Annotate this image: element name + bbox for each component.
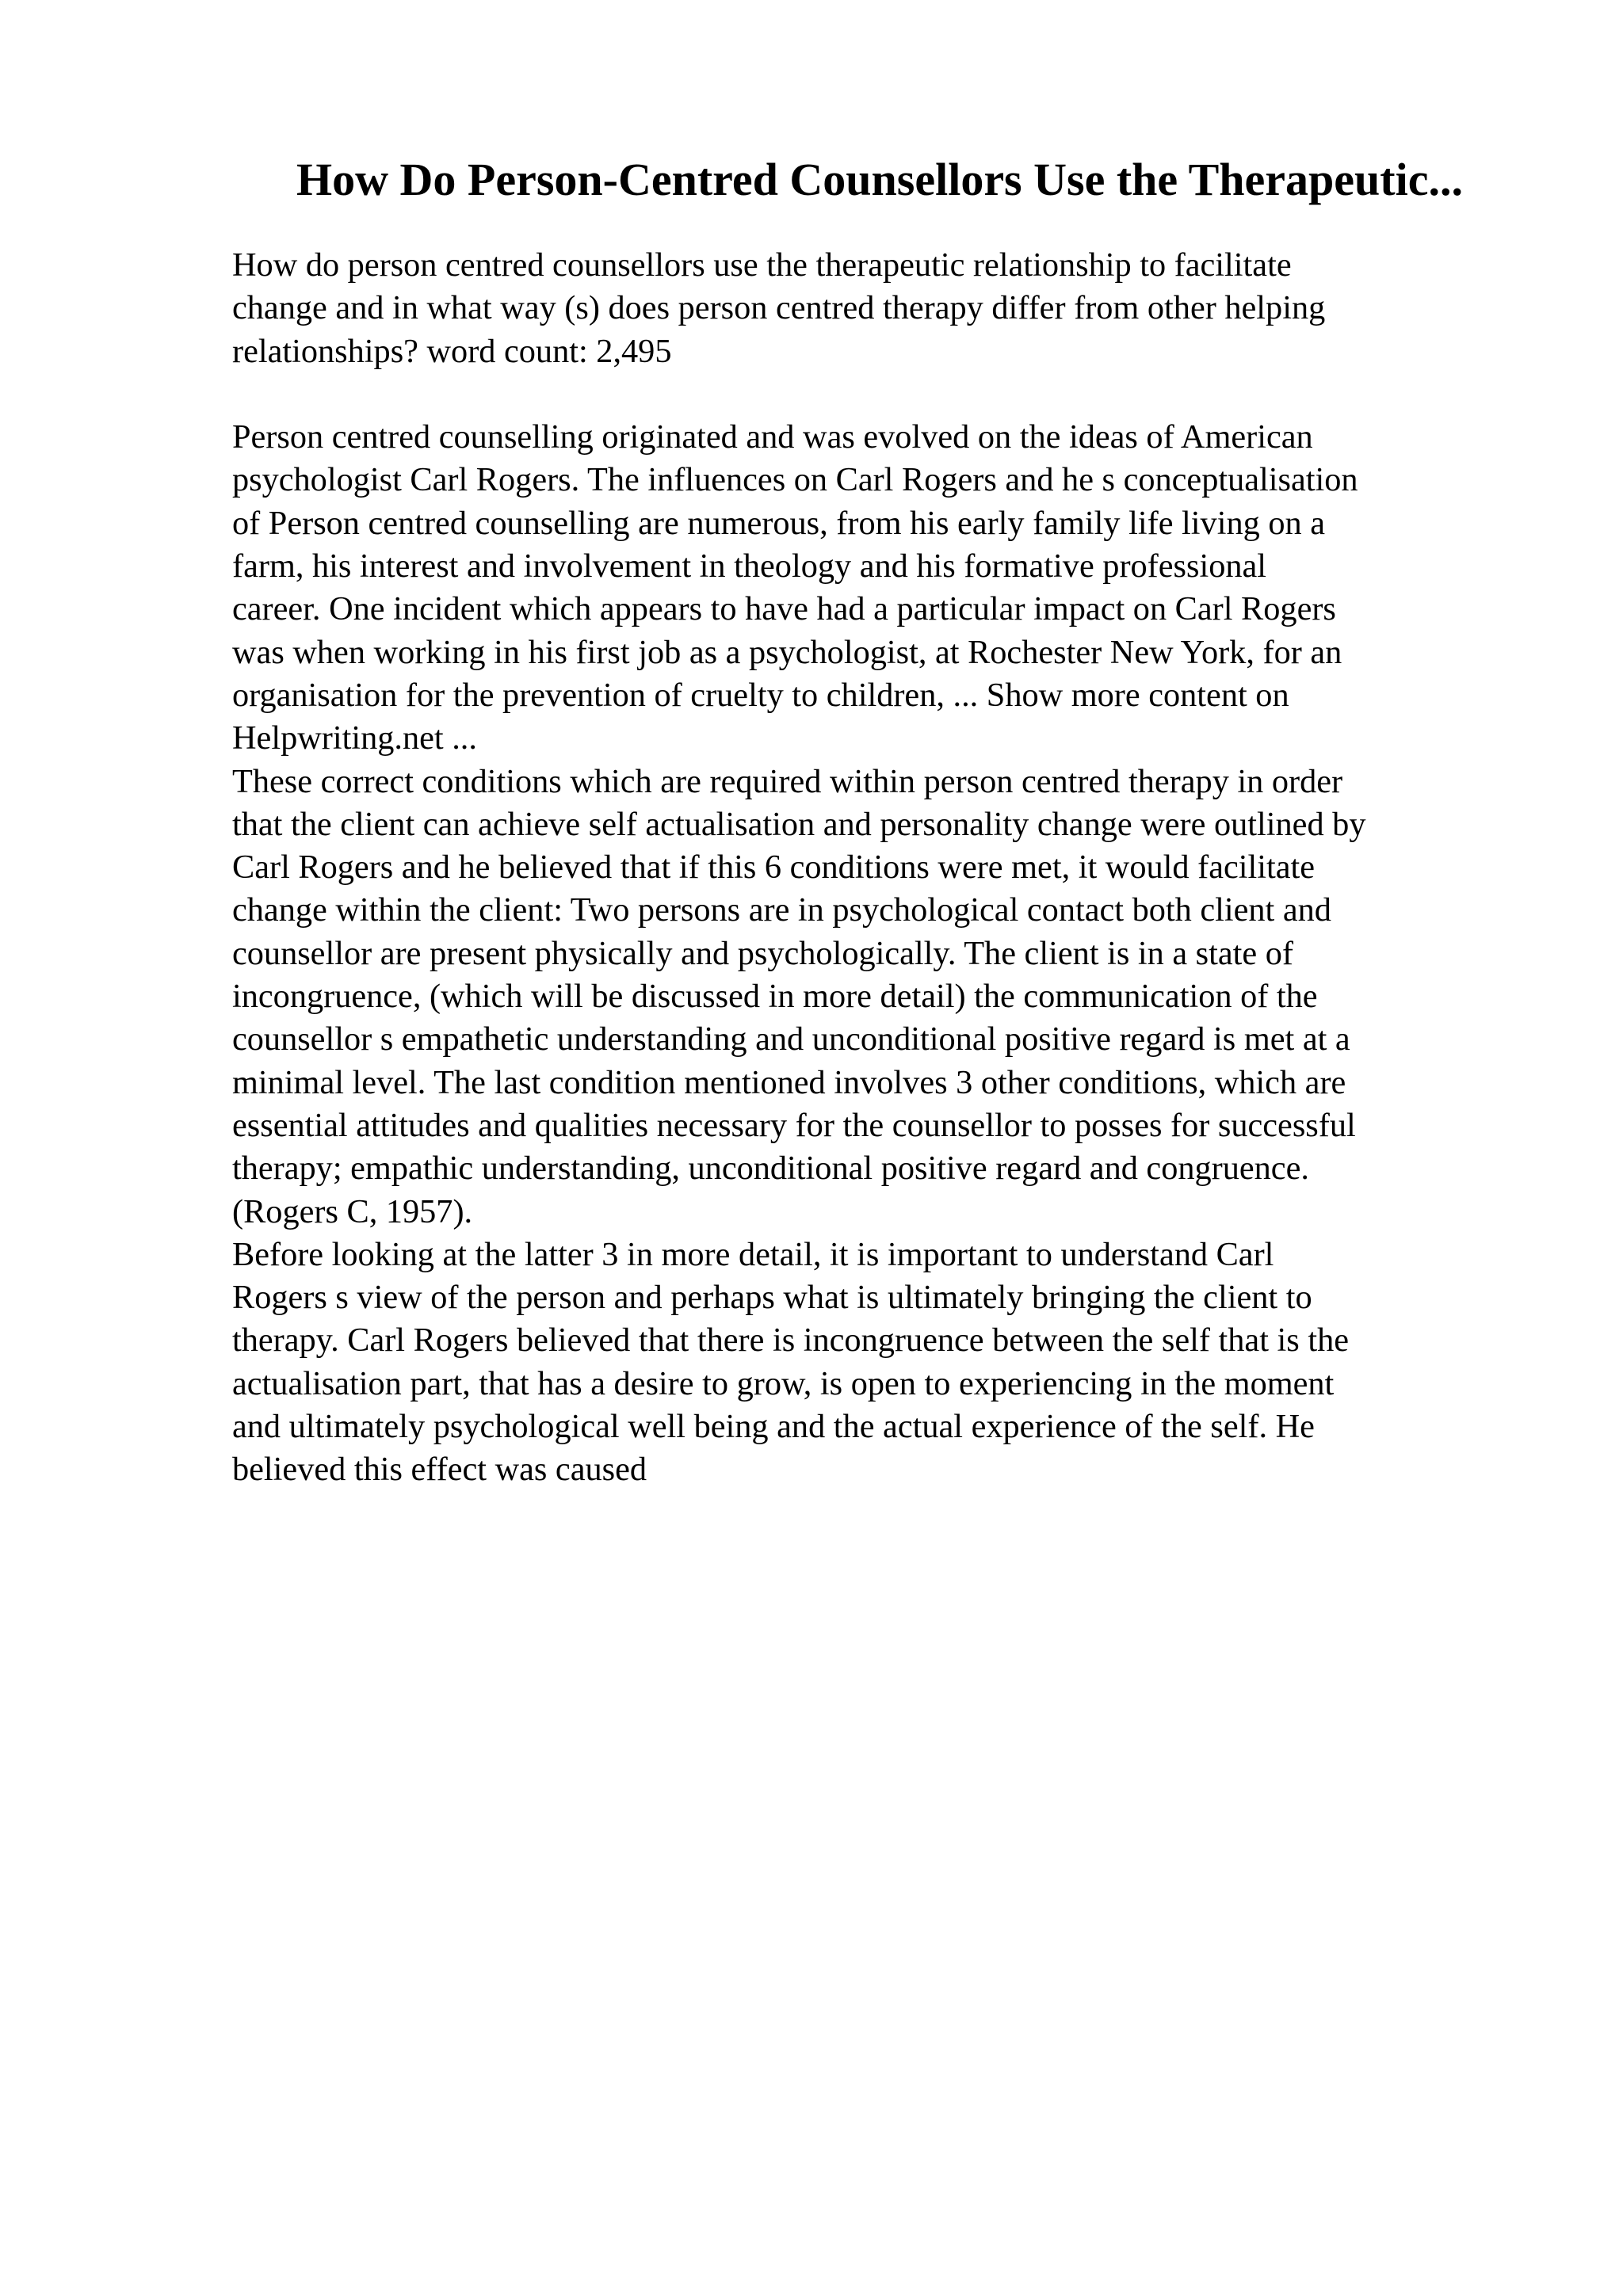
text-line: and ultimately psychological well being and the actual experience of the self. He <box>232 1408 1315 1446</box>
text-line: Before looking at the latter 3 in more detail, it is important to understand Carl <box>232 1235 1274 1273</box>
document-title: How Do Person-Centred Counsellors Use the Therapeutic... <box>296 154 1463 205</box>
text-line: therapy; empathic understanding, unconditional positive regard and congruence. <box>232 1150 1309 1188</box>
text-line: Carl Rogers and he believed that if this 6 conditions were met, it would facilitate <box>232 849 1316 887</box>
text-line: Rogers s view of the person and perhaps what is ultimately bringing the client to <box>232 1279 1312 1317</box>
paragraph-view-of-person <box>232 1234 1532 1492</box>
text-line: organisation for the prevention of cruelty to children, ... Show more content on <box>232 676 1289 714</box>
paragraph-origins <box>232 416 1532 760</box>
text-line: counsellor are present physically and psychologically. The client is in a state of <box>232 934 1294 972</box>
text-line: therapy. Carl Rogers believed that there is incongruence between the self that is the <box>232 1322 1349 1360</box>
text-line: These correct conditions which are required within person centred therapy in order <box>232 762 1343 800</box>
text-line: farm, his interest and involvement in theology and his formative professional <box>232 547 1267 585</box>
text-line: How do person centred counsellors use the therapeutic relationship to facilitate <box>232 246 1292 284</box>
intro-paragraph <box>232 244 1532 373</box>
text-line: incongruence, (which will be discussed in more detail) the communication of the <box>232 978 1318 1016</box>
text-line: believed this effect was caused <box>232 1451 647 1489</box>
paragraph-conditions <box>232 761 1532 1234</box>
paragraph-spacer <box>232 373 1532 416</box>
text-line: essential attitudes and qualities necessary for the counsellor to posses for successful <box>232 1106 1356 1144</box>
text-line: change and in what way (s) does person centred therapy differ from other helping <box>232 289 1326 327</box>
text-line: actualisation part, that has a desire to grow, is open to experiencing in the moment <box>232 1364 1335 1402</box>
text-line: was when working in his first job as a psychologist, at Rochester New York, for an <box>232 633 1342 671</box>
text-line: Person centred counselling originated and was evolved on the ideas of American <box>232 418 1313 456</box>
text-line: of Person centred counselling are numerous, from his early family life living on a <box>232 504 1325 542</box>
text-line: psychologist Carl Rogers. The influences on Carl Rogers and he s conceptualisation <box>232 461 1358 499</box>
text-line: (Rogers C, 1957). <box>232 1192 473 1230</box>
text-line: relationships? word count: 2,495 <box>232 332 672 370</box>
text-line: change within the client: Two persons are in psychological contact both client and <box>232 891 1331 929</box>
text-line: minimal level. The last condition mentioned involves 3 other conditions, which are <box>232 1063 1346 1101</box>
document-body <box>232 244 1532 1492</box>
text-line: that the client can achieve self actualisation and personality change were outlined by <box>232 805 1366 843</box>
text-line: counsellor s empathetic understanding and unconditional positive regard is met at a <box>232 1020 1350 1058</box>
text-line: Helpwriting.net ... <box>232 719 477 757</box>
text-line: career. One incident which appears to have had a particular impact on Carl Rogers <box>232 590 1336 628</box>
